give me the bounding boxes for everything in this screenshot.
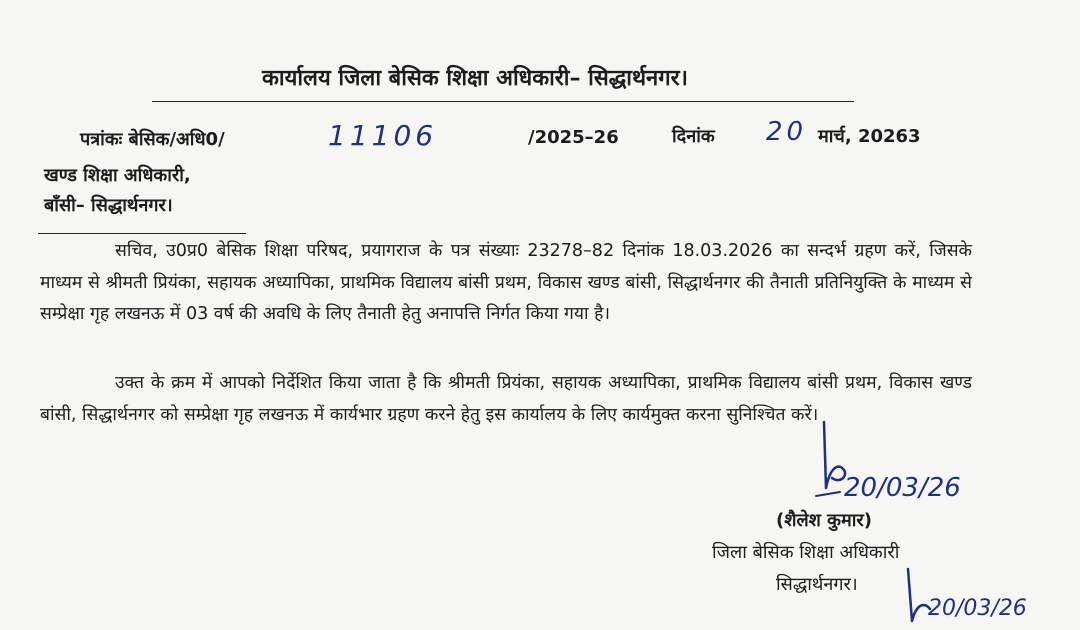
title-underline	[152, 101, 854, 102]
addressee-place: बाँसी– सिद्धार्थनगर।	[44, 195, 173, 216]
body-paragraph-2: उक्त के क्रम में आपको निर्देशित किया जाता है कि श्रीमती प्रियंका, सहायक अध्यापिका, प्राथमिक विद्यालय बांसी प्रथम, विकास खण्ड बांसी, सिद्धार्थनगर को सम्प्रेक्षा गृह लखनऊ में कार्यभार ग्रहण करने हेतु इस कार्यालय के लिए कार्यमुक्त करना सुनिश्चित करें।	[40, 373, 972, 425]
letter-number-prefix: पत्रांकः बेसिक/अधि0/	[80, 129, 225, 150]
handwritten-date-day: 20	[766, 117, 808, 147]
date-month-year: मार्च, 20263	[818, 126, 921, 147]
office-title: कार्यालय जिला बेसिक शिक्षा अधिकारी– सिद्धार्थनगर।	[262, 66, 688, 91]
signatory-place: सिद्धार्थनगर।	[776, 574, 858, 595]
body-paragraph-1: सचिव, उ0प्र0 बेसिक शिक्षा परिषद, प्रयागराज के पत्र संख्याः 23278–82 दिनांक 18.03.2026 का सन्दर्भ ग्रहण करें, जिसके माध्यम से श्रीमती प्रियंका, सहायक अध्यापिका, प्राथमिक विद्यालय बांसी प्रथम, विकास खण्ड बांसी, सिद्धार्थनगर की तैनाती प्रतिनियुक्ति के माध्यम से सम्प्रेक्षा गृह लखनऊ में 03 वर्ष की अवधि के लिए तैनाती हेतु अनापत्ति निर्गत किया गया है।	[40, 241, 972, 324]
signatory-name: (शैलेश कुमार)	[776, 510, 873, 531]
receipt-date: 20/03/26	[928, 596, 1027, 621]
handwritten-letter-number: 11106	[328, 119, 438, 152]
signatory-designation: जिला बेसिक शिक्षा अधिकारी	[712, 542, 900, 563]
date-label: दिनांक	[672, 126, 715, 147]
signature-scrawl	[810, 418, 980, 518]
addressee-designation: खण्ड शिक्षा अधिकारी,	[44, 165, 191, 186]
signature-date: 20/03/26	[844, 473, 961, 503]
letter-year-suffix: /2025–26	[528, 127, 619, 148]
receipt-scrawl	[892, 565, 1077, 630]
addressee-underline	[38, 233, 246, 234]
